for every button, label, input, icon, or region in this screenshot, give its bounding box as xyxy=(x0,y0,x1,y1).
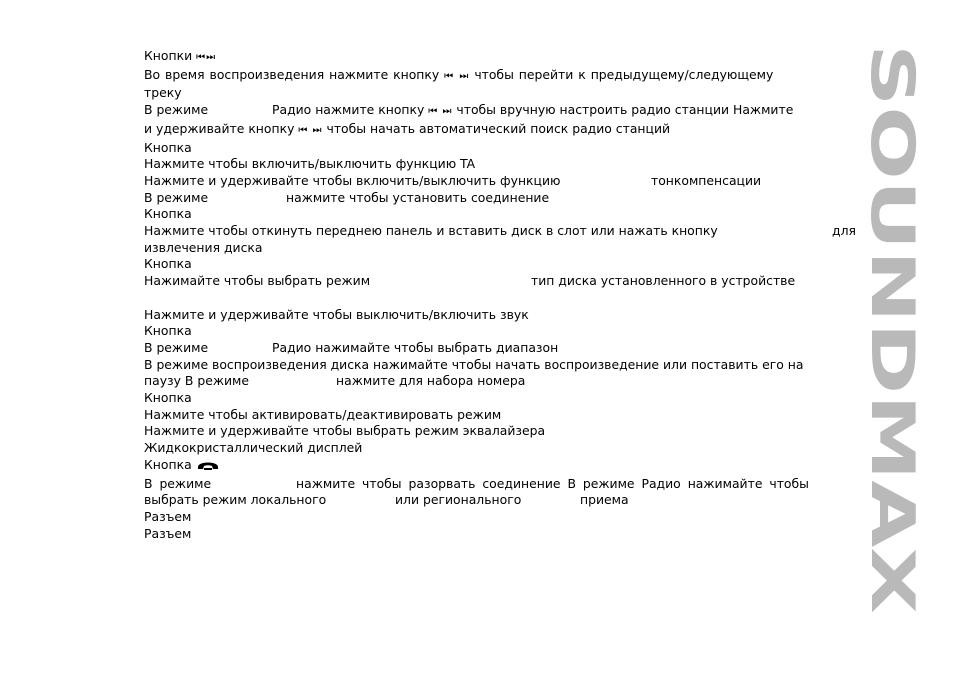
prev-track-icon: ⏮ xyxy=(444,70,455,82)
text-line: Разъем xyxy=(144,508,192,524)
phone-hangup-icon xyxy=(196,459,220,476)
brand-logo xyxy=(857,38,927,620)
text-line: Во время воспроизведения нажмите кнопку ⏮ ⏭ чтобы перейти к предыдущему/следующему xyxy=(144,66,774,82)
text-line: Жидкокристаллический дисплей xyxy=(144,440,363,456)
prev-next-icons xyxy=(298,125,322,136)
text-line: В режиме нажмите чтобы разорвать соединение В режиме Радио нажимайте чтобы xyxy=(144,475,809,491)
text-line: Нажимайте чтобы выбрать режим тип диска установленного в устройстве xyxy=(144,273,796,289)
text-line: Нажмите и удерживайте чтобы выбрать режим эквалайзера xyxy=(144,423,546,439)
prev-next-icons xyxy=(444,71,469,82)
prev-track-icon: ⏮ xyxy=(428,106,439,118)
text-line: В режиме Радио нажмите кнопку ⏮ ⏭ чтобы вручную настроить радио станции Нажмите xyxy=(144,102,794,118)
text-line: треку xyxy=(144,85,182,101)
text-line: Кнопка xyxy=(144,256,192,272)
prev-track-icon: ⏮ xyxy=(298,124,309,136)
text-line: извлечения диска xyxy=(144,239,263,255)
text-line: Кнопка xyxy=(144,457,856,476)
next-track-icon: ⏭ xyxy=(459,70,470,82)
text-line: выбрать режим локального или регионального приема xyxy=(144,492,629,508)
prev-next-icons xyxy=(428,106,452,117)
next-track-icon: ⏭ xyxy=(312,124,323,136)
text-line: В режиме Радио нажимайте чтобы выбрать диапазон xyxy=(144,339,559,355)
next-track-icon: ⏭ xyxy=(442,106,453,118)
text-line: Нажмите и удерживайте чтобы выключить/включить звук xyxy=(144,306,529,322)
text-line: и удерживайте кнопку ⏮ ⏭ чтобы начать автоматический поиск радио станций xyxy=(144,120,671,136)
prev-next-icons xyxy=(196,52,216,63)
text-line: Кнопка xyxy=(144,139,192,155)
blank-line xyxy=(144,290,856,307)
text-line: Нажмите чтобы включить/выключить функцию TA xyxy=(144,156,476,172)
instructions-text xyxy=(144,48,856,542)
text-line: Кнопка xyxy=(144,390,192,406)
text-line: Нажмите чтобы активировать/деактивировать режим xyxy=(144,406,502,422)
text-line: Кнопка xyxy=(144,206,192,222)
prev-track-icon: ⏮ xyxy=(196,52,207,63)
text-line: В режиме воспроизведения диска нажимайте чтобы начать воспроизведение или поставить его на xyxy=(144,356,804,372)
text-line: Нажмите и удерживайте чтобы включить/выключить функцию тонкомпенсации xyxy=(144,172,762,188)
text-line: паузу В режиме нажмите для набора номера xyxy=(144,373,526,389)
soundmax-logo xyxy=(857,38,927,620)
text-line: Кнопки ⏮⏭ xyxy=(144,48,217,63)
text-line: В режиме нажмите чтобы установить соединение xyxy=(144,189,550,205)
text-line: Кнопка xyxy=(144,323,192,339)
text-line: Разъем xyxy=(144,525,192,541)
logo-wordmark: SOUNDMAX xyxy=(857,44,927,440)
next-track-icon: ⏭ xyxy=(206,52,217,63)
text-line: Нажмите чтобы откинуть переднею панель и вставить диск в слот или нажать кнопку для xyxy=(144,223,856,239)
